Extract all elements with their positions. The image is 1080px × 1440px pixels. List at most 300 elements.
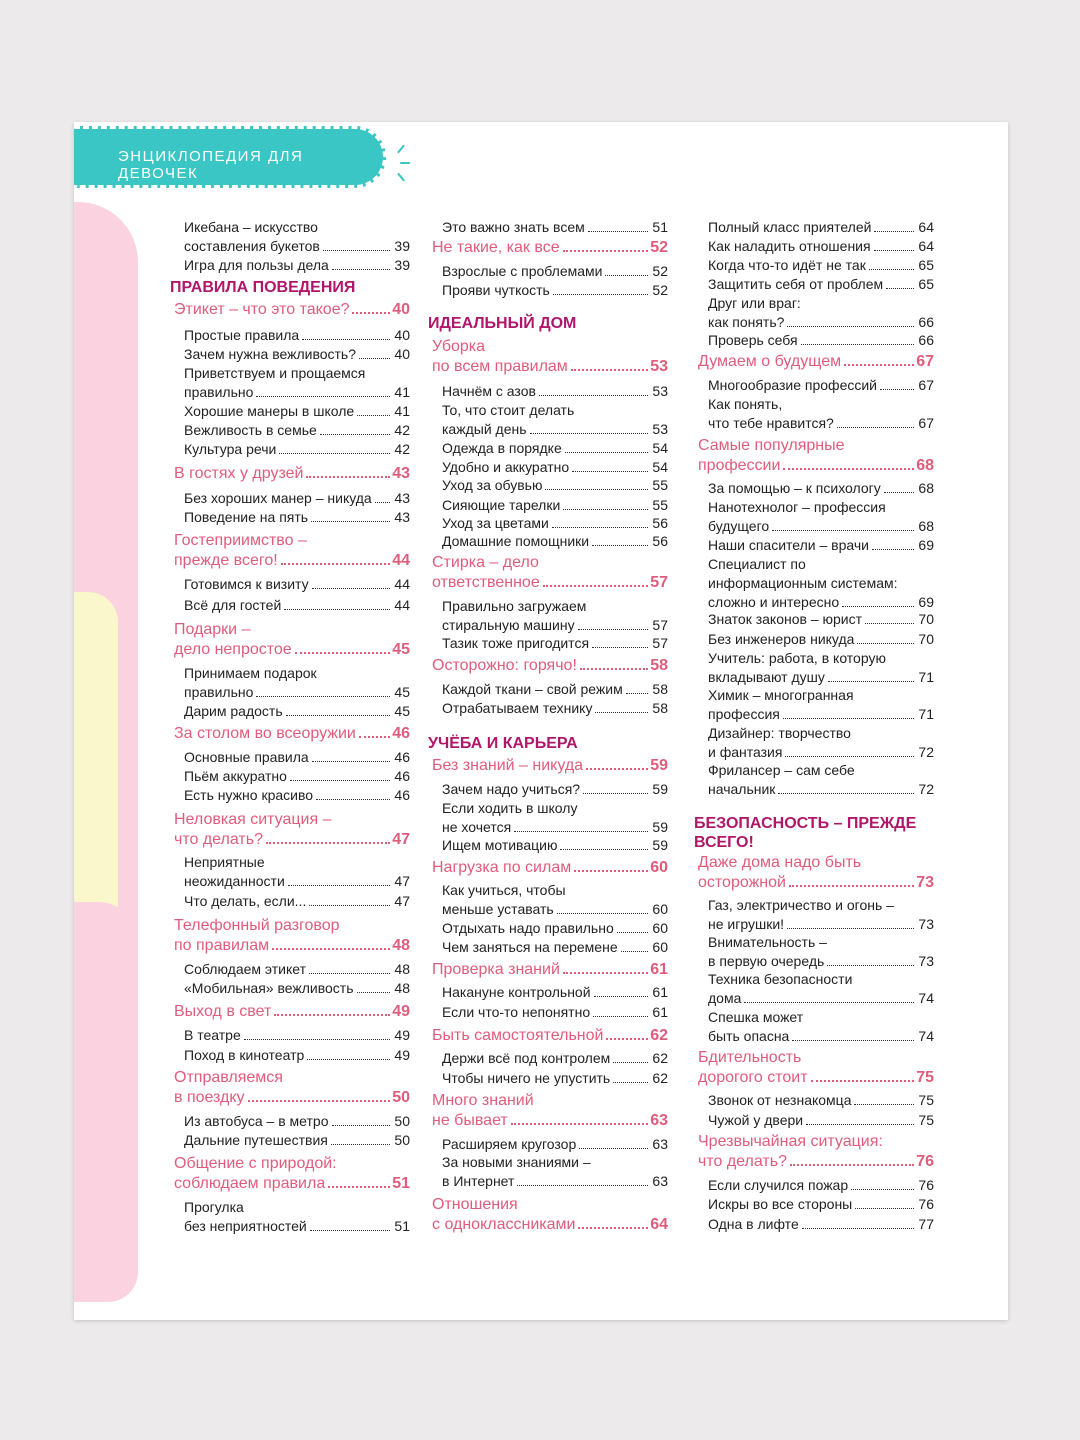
leader-dots — [851, 1189, 914, 1190]
toc-entry[interactable] — [184, 702, 410, 721]
toc-section-heading[interactable] — [428, 734, 678, 753]
leader-dots — [578, 629, 648, 630]
leader-dots — [288, 885, 390, 886]
leader-dots — [884, 492, 914, 493]
toc-entry-title: дорогого стоит — [698, 1069, 808, 1086]
page-number: 76 — [918, 1177, 934, 1193]
page-number: 60 — [650, 859, 668, 876]
leader-dots — [789, 885, 914, 887]
leader-dots — [331, 1144, 390, 1145]
toc-entry-title: Защитить себя от проблем — [708, 276, 884, 292]
book-title: ЭНЦИКЛОПЕДИЯ ДЛЯ ДЕВОЧЕК — [118, 148, 304, 182]
leader-dots — [588, 231, 648, 232]
toc-entry-title: Многообразие профессий — [708, 377, 877, 393]
page-number: 75 — [918, 1092, 934, 1108]
toc-entry[interactable] — [442, 938, 668, 957]
toc-entry[interactable] — [184, 421, 410, 440]
toc-entry[interactable] — [708, 498, 934, 536]
page-number: 45 — [392, 641, 410, 658]
toc-entry-title: То, что стоит делать — [442, 402, 575, 418]
toc-entry-title: Это важно знать всем — [442, 219, 585, 235]
leader-dots — [886, 288, 914, 289]
toc-entry-title: в первую очередь — [708, 953, 825, 969]
toc-entry[interactable] — [708, 275, 934, 294]
toc-entry[interactable] — [184, 345, 410, 364]
toc-chapter-entry[interactable] — [432, 756, 668, 776]
toc-chapter-entry[interactable] — [698, 1048, 934, 1088]
toc-section-heading[interactable] — [694, 814, 944, 852]
toc-entry-title: профессия — [708, 706, 780, 722]
toc-entry-title: «Мобильная» вежливость — [184, 980, 354, 996]
page-number: 51 — [652, 219, 668, 235]
toc-entry-title: Сияющие тарелки — [442, 497, 561, 513]
page-number: 56 — [652, 515, 668, 531]
page-number: 64 — [918, 238, 934, 254]
toc-entry[interactable] — [184, 575, 410, 594]
leader-dots — [530, 433, 648, 434]
toc-entry[interactable] — [184, 1112, 410, 1131]
toc-entry[interactable] — [442, 799, 668, 837]
leader-dots — [281, 563, 390, 565]
toc-chapter-entry[interactable] — [432, 1091, 668, 1131]
toc-entry-title: Уборка — [432, 338, 486, 355]
toc-entry-title: Отправляемся — [174, 1069, 283, 1086]
toc-section-heading[interactable] — [428, 314, 678, 333]
toc-entry[interactable] — [442, 680, 668, 699]
toc-entry-title: Прогулка — [184, 1199, 244, 1215]
leader-dots — [579, 1148, 648, 1149]
toc-entry[interactable] — [708, 376, 934, 395]
toc-entry[interactable] — [708, 610, 934, 629]
leader-dots — [352, 312, 390, 314]
page-number: 63 — [652, 1136, 668, 1152]
page-number: 52 — [650, 239, 668, 256]
toc-entry[interactable] — [442, 1003, 668, 1022]
page-number: 54 — [652, 459, 668, 475]
toc-entry[interactable] — [184, 489, 410, 508]
page-number: 44 — [394, 597, 410, 613]
leader-dots — [872, 549, 914, 550]
toc-entry[interactable] — [442, 458, 668, 477]
leader-dots — [574, 870, 648, 872]
page-number: 50 — [392, 1089, 410, 1106]
page-number: 68 — [918, 480, 934, 496]
toc-entry-title: Пьём аккуратно — [184, 768, 287, 784]
toc-entry[interactable] — [184, 326, 410, 345]
toc-entry[interactable] — [442, 881, 668, 919]
toc-chapter-entry[interactable] — [698, 853, 934, 893]
page-number: 76 — [916, 1153, 934, 1170]
page-number: 67 — [916, 353, 934, 370]
toc-entry[interactable] — [442, 1153, 668, 1191]
toc-entry-title: Отдыхать надо правильно — [442, 920, 614, 936]
toc-entry[interactable] — [442, 439, 668, 458]
toc-entry-title: Выход в свет — [174, 1003, 272, 1020]
toc-entry-title: БЕЗОПАСНОСТЬ – ПРЕЖДЕ — [694, 815, 917, 832]
toc-entry-title: Звонок от незнакомца — [708, 1092, 852, 1108]
toc-entry-title: что делать? — [174, 831, 263, 848]
page-number: 39 — [394, 257, 410, 273]
leader-dots — [310, 1230, 390, 1231]
toc-chapter-entry[interactable] — [174, 300, 410, 320]
leader-dots — [621, 951, 648, 952]
leader-dots — [312, 588, 390, 589]
toc-entry[interactable] — [184, 596, 410, 615]
leader-dots — [328, 1186, 390, 1188]
page-number: 70 — [918, 631, 934, 647]
toc-entry-title: Неприятные — [184, 854, 265, 870]
page-number: 49 — [394, 1047, 410, 1063]
toc-entry[interactable] — [708, 1176, 934, 1195]
leader-dots — [323, 250, 390, 251]
page-number: 46 — [394, 768, 410, 784]
leader-dots — [563, 250, 648, 252]
toc-entry-title: Бдительность — [698, 1049, 802, 1066]
toc-entry[interactable] — [184, 402, 410, 421]
toc-entry-title: Поход в кинотеатр — [184, 1047, 305, 1063]
toc-entry-title: Думаем о будущем — [698, 353, 842, 370]
leader-dots — [578, 1227, 648, 1229]
toc-entry-title: не хочется — [442, 819, 512, 835]
toc-entry-title: профессии — [698, 457, 781, 474]
toc-entry[interactable] — [442, 780, 668, 799]
toc-entry[interactable] — [184, 364, 410, 402]
leader-dots — [592, 545, 648, 546]
leader-dots — [837, 427, 914, 428]
toc-entry[interactable] — [442, 218, 668, 237]
toc-entry[interactable] — [184, 979, 410, 998]
toc-entry[interactable] — [184, 256, 410, 275]
page-number: 48 — [394, 980, 410, 996]
leader-dots — [517, 1185, 648, 1186]
leader-dots — [309, 905, 390, 906]
toc-entry-title: Внимательность – — [708, 934, 827, 950]
page-number: 53 — [652, 421, 668, 437]
page-number: 67 — [918, 415, 934, 431]
toc-chapter-entry[interactable] — [174, 916, 410, 956]
leader-dots — [511, 1123, 648, 1125]
toc-entry-title: Держи всё под контролем — [442, 1050, 611, 1066]
page-number: 65 — [918, 257, 934, 273]
toc-chapter-entry[interactable] — [432, 1195, 668, 1235]
toc-entry[interactable] — [184, 853, 410, 891]
toc-entry-title: Этикет – что это такое? — [174, 301, 350, 318]
toc-entry-title: Без хороших манер – никуда — [184, 490, 372, 506]
toc-entry-title: Расширяем кругозор — [442, 1136, 577, 1152]
toc-chapter-entry[interactable] — [432, 238, 668, 258]
leader-dots — [357, 992, 390, 993]
leader-dots — [595, 712, 648, 713]
toc-entry[interactable] — [184, 1026, 410, 1045]
toc-entry-title: как понять? — [708, 314, 785, 330]
toc-entry[interactable] — [184, 508, 410, 527]
toc-chapter-entry[interactable] — [432, 553, 668, 593]
toc-entry-title: быть опасна — [708, 1028, 790, 1044]
toc-chapter-entry[interactable] — [432, 337, 668, 377]
leader-dots — [553, 294, 648, 295]
toc-entry[interactable] — [708, 649, 934, 687]
page-number: 43 — [392, 465, 410, 482]
toc-entry-title: Общение с природой: — [174, 1155, 337, 1172]
toc-entry[interactable] — [184, 767, 410, 786]
toc-entry-title: Когда что-то идёт не так — [708, 257, 866, 273]
toc-entry[interactable] — [708, 294, 934, 332]
page-number: 50 — [394, 1132, 410, 1148]
page-number: 51 — [392, 1175, 410, 1192]
page-number: 75 — [918, 1112, 934, 1128]
toc-entry[interactable] — [442, 634, 668, 653]
leader-dots — [320, 434, 390, 435]
toc-entry[interactable] — [708, 536, 934, 555]
leader-dots — [592, 647, 648, 648]
page-number: 71 — [918, 706, 934, 722]
toc-chapter-entry[interactable] — [174, 620, 410, 660]
header-banner — [74, 126, 386, 188]
toc-entry-title: Чрезвычайная ситуация: — [698, 1133, 883, 1150]
page-number: 70 — [918, 611, 934, 627]
toc-entry-title: В гостях у друзей — [174, 465, 304, 482]
leader-dots — [563, 509, 648, 510]
toc-entry-title: Полный класс приятелей — [708, 219, 872, 235]
toc-entry-title: Гостеприимство – — [174, 532, 307, 549]
toc-chapter-entry[interactable] — [432, 1026, 668, 1046]
toc-entry[interactable] — [442, 597, 668, 635]
toc-entry-title: Отрабатываем технику — [442, 700, 593, 716]
toc-entry-title: по всем правилам — [432, 358, 568, 375]
toc-entry-title: Уход за цветами — [442, 515, 549, 531]
leader-dots — [256, 396, 390, 397]
toc-entry-title: по правилам — [174, 937, 270, 954]
toc-entry-title: Зачем нужна вежливость? — [184, 346, 357, 362]
toc-entry-title: Простые правила — [184, 327, 300, 343]
toc-entry-title: Без инженеров никуда — [708, 631, 855, 647]
leader-dots — [552, 527, 648, 528]
page-number: 71 — [918, 669, 934, 685]
leader-dots — [286, 715, 390, 716]
toc-entry-title: Если ходить в школу — [442, 800, 578, 816]
page-number: 69 — [918, 537, 934, 553]
page-number: 64 — [918, 219, 934, 235]
page-number: 64 — [650, 1216, 668, 1233]
toc-entry[interactable] — [708, 1008, 934, 1046]
toc-entry-title: Прояви чуткость — [442, 282, 550, 298]
toc-entry[interactable] — [708, 237, 934, 256]
toc-entry[interactable] — [442, 262, 668, 281]
page-number: 72 — [918, 781, 934, 797]
leader-dots — [865, 623, 914, 624]
page-number: 63 — [650, 1112, 668, 1129]
toc-entry-title: в Интернет — [442, 1173, 515, 1189]
leader-dots — [744, 1002, 914, 1003]
leader-dots — [844, 364, 914, 366]
toc-entry[interactable] — [442, 514, 668, 533]
toc-entry[interactable] — [184, 440, 410, 459]
toc-chapter-entry[interactable] — [174, 810, 410, 850]
toc-entry-title: Не такие, как все — [432, 239, 560, 256]
toc-entry-title: Специалист по — [708, 556, 806, 572]
toc-entry[interactable] — [708, 630, 934, 649]
toc-entry-title: Чем заняться на перемене — [442, 939, 618, 955]
page-number: 59 — [652, 781, 668, 797]
toc-entry[interactable] — [184, 218, 410, 256]
toc-entry[interactable] — [708, 761, 934, 799]
page-number: 73 — [916, 874, 934, 891]
toc-entry[interactable] — [708, 331, 934, 350]
toc-entry[interactable] — [708, 1091, 934, 1110]
page-number: 58 — [652, 700, 668, 716]
toc-entry[interactable] — [184, 1198, 410, 1236]
toc-entry-title: Фрилансер – сам себе — [708, 762, 855, 778]
toc-entry[interactable] — [184, 786, 410, 805]
toc-chapter-entry[interactable] — [174, 1002, 410, 1022]
toc-section-heading[interactable] — [170, 278, 420, 297]
page-number: 47 — [394, 893, 410, 909]
leader-dots — [842, 606, 914, 607]
toc-chapter-entry[interactable] — [174, 724, 410, 744]
leader-dots — [571, 369, 648, 371]
toc-entry[interactable] — [442, 281, 668, 300]
toc-entry-title: Ищем мотивацию — [442, 837, 558, 853]
leader-dots — [359, 736, 390, 738]
toc-chapter-entry[interactable] — [174, 464, 410, 484]
toc-entry[interactable] — [442, 382, 668, 401]
leader-dots — [256, 696, 390, 697]
page-number: 60 — [652, 901, 668, 917]
leader-dots — [880, 389, 914, 390]
toc-entry[interactable] — [708, 1195, 934, 1214]
page-number: 45 — [394, 684, 410, 700]
page-number: 67 — [918, 377, 934, 393]
leader-dots — [778, 793, 914, 794]
leader-dots — [302, 339, 390, 340]
toc-chapter-entry[interactable] — [698, 1132, 934, 1172]
leader-dots — [272, 948, 390, 950]
leader-dots — [295, 652, 390, 654]
toc-entry[interactable] — [442, 1069, 668, 1088]
toc-entry[interactable] — [708, 1111, 934, 1130]
leader-dots — [572, 471, 648, 472]
toc-chapter-entry[interactable] — [432, 960, 668, 980]
toc-entry-title: меньше уставать — [442, 901, 554, 917]
toc-entry[interactable] — [708, 933, 934, 971]
toc-entry-title: Учитель: работа, в которую — [708, 650, 886, 666]
toc-entry[interactable] — [442, 496, 668, 515]
toc-entry[interactable] — [442, 1049, 668, 1068]
toc-entry[interactable] — [442, 699, 668, 718]
toc-chapter-entry[interactable] — [174, 531, 410, 571]
toc-entry[interactable] — [442, 476, 668, 495]
toc-entry-title: Есть нужно красиво — [184, 787, 314, 803]
toc-entry[interactable] — [442, 983, 668, 1002]
page-number: 47 — [394, 873, 410, 889]
toc-entry[interactable] — [184, 748, 410, 767]
toc-entry[interactable] — [184, 1131, 410, 1150]
toc-entry[interactable] — [442, 1135, 668, 1154]
page-number: 43 — [394, 509, 410, 525]
toc-entry[interactable] — [708, 724, 934, 762]
toc-entry-title: Тазик тоже пригодится — [442, 635, 590, 651]
toc-entry[interactable] — [442, 401, 668, 439]
toc-entry-title: дело непростое — [174, 641, 292, 658]
page-number: 41 — [394, 403, 410, 419]
toc-chapter-entry[interactable] — [432, 656, 668, 676]
leader-dots — [332, 1125, 391, 1126]
toc-chapter-entry[interactable] — [174, 1068, 410, 1108]
toc-entry[interactable] — [708, 970, 934, 1008]
toc-chapter-entry[interactable] — [174, 1154, 410, 1194]
leader-dots — [545, 489, 648, 490]
toc-entry-title: Друг или враг: — [708, 295, 801, 311]
leader-dots — [772, 530, 914, 531]
leader-dots — [857, 643, 914, 644]
toc-entry-title: Культура речи — [184, 441, 277, 457]
page-number: 74 — [918, 1028, 934, 1044]
page-number: 57 — [650, 574, 668, 591]
toc-entry[interactable] — [442, 836, 668, 855]
toc-entry-title: Одежда в порядке — [442, 440, 562, 456]
toc-entry[interactable] — [708, 896, 934, 934]
toc-entry-title: каждый день — [442, 421, 527, 437]
leader-dots — [375, 502, 390, 503]
toc-entry[interactable] — [708, 256, 934, 275]
toc-entry-title: Приветствуем и прощаемся — [184, 365, 366, 381]
page-number: 53 — [650, 358, 668, 375]
toc-entry[interactable] — [708, 218, 934, 237]
toc-chapter-entry[interactable] — [698, 436, 934, 476]
toc-entry[interactable] — [708, 479, 934, 498]
page-number: 49 — [392, 1003, 410, 1020]
leader-dots — [586, 768, 648, 770]
toc-entry-title: Стирка – дело — [432, 554, 539, 571]
page-number: 40 — [392, 301, 410, 318]
page-number: 44 — [392, 552, 410, 569]
toc-entry-title: Искры во все стороны — [708, 1196, 853, 1212]
leader-dots — [802, 1228, 914, 1229]
toc-entry[interactable] — [708, 686, 934, 724]
toc-entry-title: без неприятностей — [184, 1218, 307, 1234]
toc-entry-title: Чтобы ничего не упустить — [442, 1070, 611, 1086]
toc-chapter-entry[interactable] — [698, 352, 934, 372]
page-number: 69 — [918, 594, 934, 610]
toc-entry[interactable] — [184, 960, 410, 979]
page-number: 55 — [652, 497, 668, 513]
toc-entry-title: Соблюдаем этикет — [184, 961, 306, 977]
leader-dots — [248, 1100, 390, 1102]
toc-entry-title: Хорошие манеры в школе — [184, 403, 355, 419]
page-number: 77 — [918, 1216, 934, 1232]
toc-chapter-entry[interactable] — [432, 858, 668, 878]
toc-entry[interactable] — [184, 664, 410, 702]
toc-entry[interactable] — [442, 532, 668, 551]
toc-entry-title: с одноклассниками — [432, 1216, 576, 1233]
toc-entry[interactable] — [184, 1046, 410, 1065]
page-number: 48 — [394, 961, 410, 977]
toc-entry[interactable] — [708, 1215, 934, 1234]
toc-entry-title: УЧЁБА И КАРЬЕРА — [428, 735, 578, 752]
toc-entry[interactable] — [708, 395, 934, 433]
toc-entry[interactable] — [708, 555, 934, 612]
toc-entry-title: составления букетов — [184, 238, 320, 254]
toc-entry[interactable] — [184, 892, 410, 911]
toc-entry[interactable] — [442, 919, 668, 938]
toc-entry-title: Нагрузка по силам — [432, 859, 572, 876]
leader-dots — [266, 842, 390, 844]
toc-entry-title: Знаток законов – юрист — [708, 611, 863, 627]
toc-entry-title: Зачем надо учиться? — [442, 781, 581, 797]
leader-dots — [874, 250, 914, 251]
toc-entry-title: Химик – многогранная — [708, 687, 854, 703]
toc-entry-title: Дарим радость — [184, 703, 283, 719]
